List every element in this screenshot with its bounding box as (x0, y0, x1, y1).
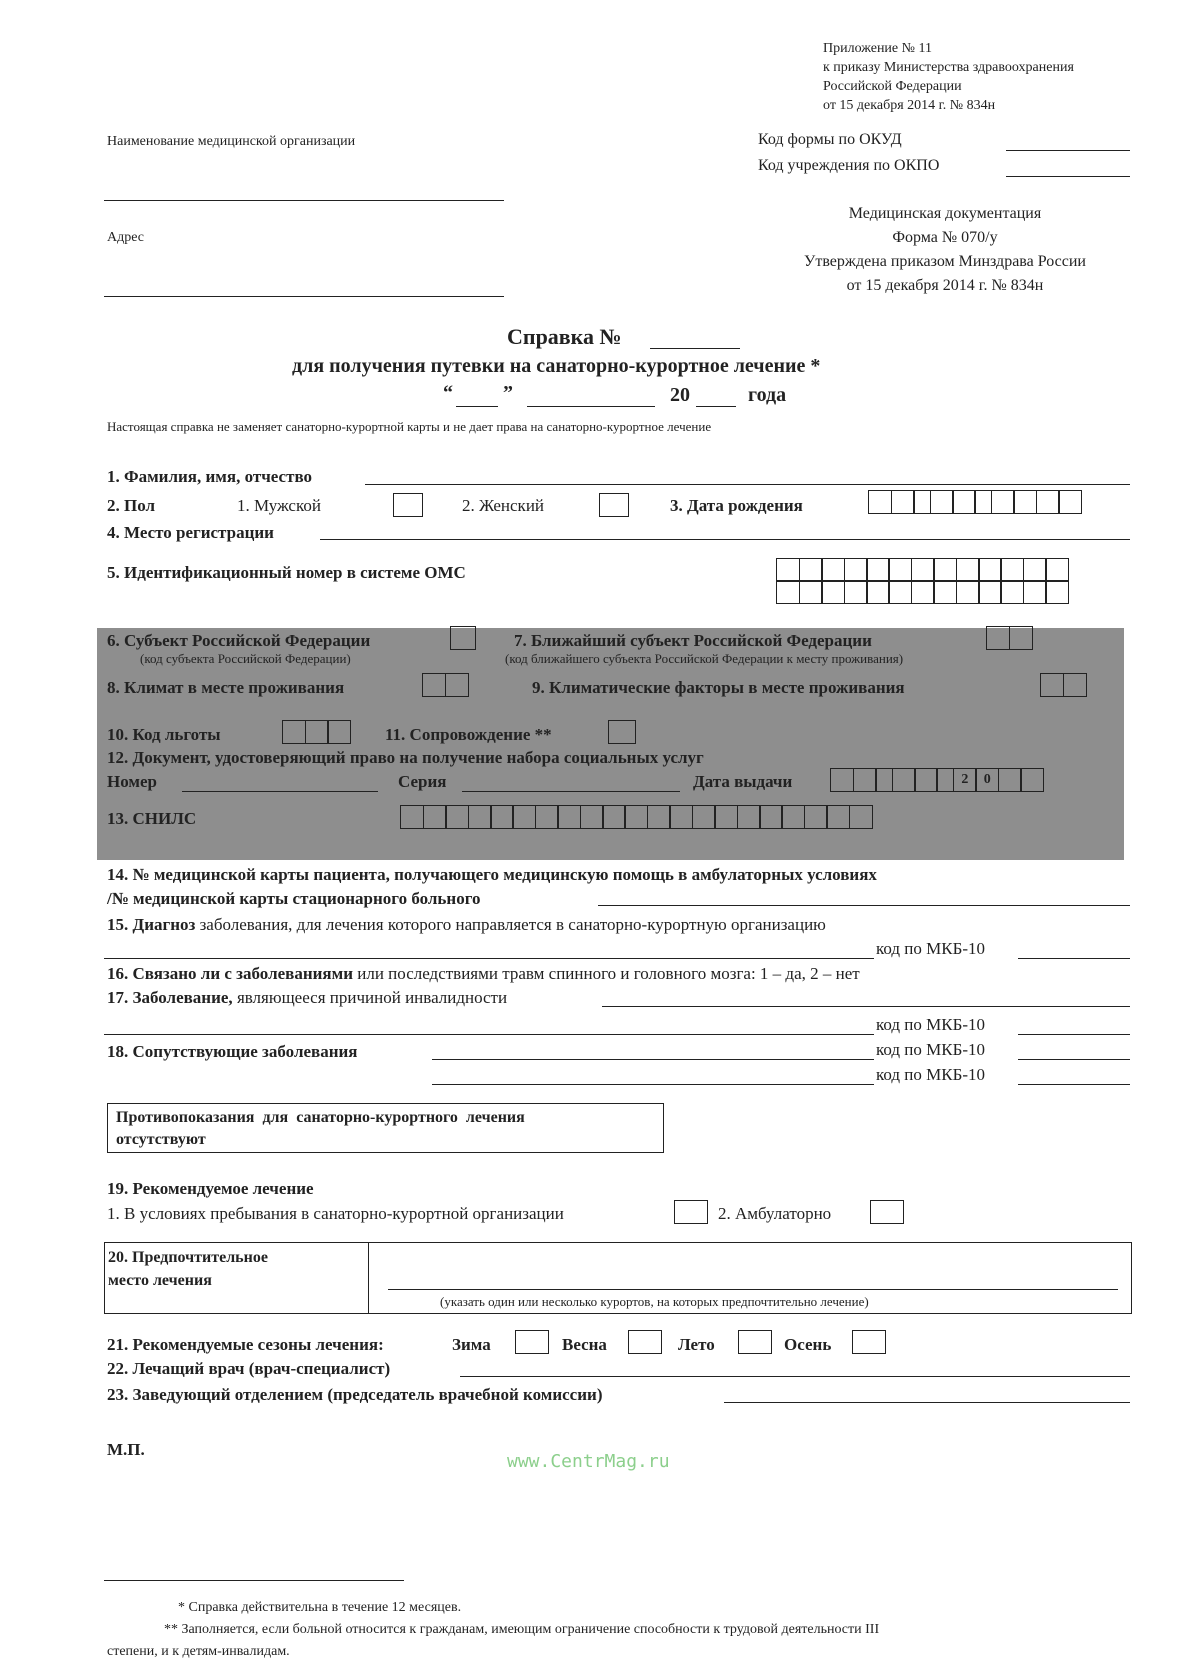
title-line-2: для получения путевки на санаторно-курортное лечение * (292, 355, 821, 377)
field-23-label: 23. Заведующий отделением (председатель врачебной комиссии) (107, 1385, 603, 1404)
field-18-mkb-label-2: код по МКБ-10 (876, 1065, 986, 1084)
appendix-line-2: к приказу Министерства здравоохранения (823, 60, 1074, 75)
contraindications-line-1: Противопоказания для санаторно-курортного лечения (116, 1109, 525, 1126)
diagnosis-field[interactable] (104, 958, 874, 959)
preferred-place-field[interactable] (388, 1289, 1118, 1290)
field-8-label: 8. Климат в месте проживания (107, 678, 345, 697)
gender-male-label: 1. Мужской (237, 496, 321, 515)
subject-code-box[interactable] (452, 626, 476, 650)
disability-mkb-field[interactable] (1018, 1034, 1130, 1035)
field-12-date-label: Дата выдачи (693, 772, 793, 791)
field-17-mkb-label: код по МКБ-10 (876, 1015, 986, 1034)
field-13-label: 13. СНИЛС (107, 809, 197, 828)
field-6-sublabel: (код субъекта Российской Федерации) (140, 651, 351, 666)
address-label: Адрес (107, 230, 145, 245)
field-19-label: 19. Рекомендуемое лечение (107, 1179, 314, 1198)
field-6-label: 6. Субъект Российской Федерации (107, 631, 371, 650)
department-head-field[interactable] (724, 1402, 1130, 1403)
comorbidity-mkb-field-2[interactable] (1018, 1084, 1130, 1085)
field-16-label (107, 965, 860, 982)
field-21-label: 21. Рекомендуемые сезоны лечения: (107, 1335, 384, 1354)
attending-doctor-field[interactable] (460, 1376, 1130, 1377)
field-16-label-rest: или последствиями травм спинного и головного мозга: 1 – да, 2 – нет (353, 964, 860, 983)
season-spring-label: Весна (562, 1335, 607, 1354)
footnote-divider (104, 1580, 404, 1581)
benefit-code-boxes[interactable] (284, 720, 351, 744)
issue-date-boxes[interactable] (832, 768, 1044, 792)
footnote-1: * Справка действительна в течение 12 месяцев. (178, 1600, 462, 1615)
certificate-number-field[interactable] (650, 348, 740, 349)
medical-card-field[interactable] (598, 905, 1130, 906)
treatment-option-2-label: 2. Амбулаторно (718, 1204, 832, 1223)
appendix-line-4: от 15 декабря 2014 г. № 834н (823, 98, 996, 113)
season-summer-checkbox[interactable] (738, 1330, 772, 1354)
comorbidity-field-1[interactable] (432, 1059, 874, 1060)
footnote-2-line-2: степени, и к детям-инвалидам. (107, 1644, 290, 1659)
document-series-field[interactable] (462, 791, 680, 792)
date-day-field[interactable] (456, 406, 498, 407)
field-17-label-rest: являющееся причиной инвалидности (232, 988, 508, 1007)
field-20-hint: (указать один или несколько курортов, на которых предпочтительно лечение) (440, 1294, 869, 1309)
title-line-1: Справка № (507, 324, 622, 349)
field-14-label-line-2: /№ медицинской карты стационарного больного (107, 889, 481, 908)
year-prefix: 20 (670, 384, 690, 406)
field-12-label: 12. Документ, удостоверяющий право на получение набора социальных услуг (107, 748, 704, 767)
field-2-label: 2. Пол (107, 496, 156, 515)
season-autumn-label: Осень (784, 1335, 832, 1354)
gender-female-checkbox[interactable] (599, 493, 629, 517)
season-winter-checkbox[interactable] (515, 1330, 549, 1354)
treatment-option-2-checkbox[interactable] (870, 1200, 904, 1224)
issue-date-digit-0: 0 (983, 772, 991, 787)
contraindications-line-2: отсутствуют (116, 1131, 206, 1148)
nearest-subject-code-boxes[interactable] (988, 626, 1033, 650)
field-20-label-line-1: 20. Предпочтительное (108, 1249, 268, 1266)
climate-boxes[interactable] (424, 673, 469, 697)
full-name-field[interactable] (365, 484, 1130, 485)
okpo-label: Код учреждения по ОКПО (758, 157, 940, 174)
comorbidity-mkb-field-1[interactable] (1018, 1059, 1130, 1060)
doc-line-3: Утверждена приказом Минздрава России (804, 253, 1086, 270)
address-field[interactable] (104, 296, 504, 297)
field-15-label-bold: 15. Диагноз (107, 915, 196, 934)
appendix-line-3: Российской Федерации (823, 79, 962, 94)
field-12-series-label: Серия (398, 772, 447, 791)
field-5-label: 5. Идентификационный номер в системе ОМС (107, 563, 466, 582)
season-autumn-checkbox[interactable] (852, 1330, 886, 1354)
preferred-place-divider (368, 1242, 369, 1314)
field-3-label: 3. Дата рождения (670, 496, 803, 515)
disability-disease-field[interactable] (602, 1006, 1130, 1007)
snils-boxes[interactable] (402, 805, 873, 829)
field-15-label (107, 916, 826, 933)
field-12-number-label: Номер (107, 772, 157, 791)
document-number-field[interactable] (182, 791, 378, 792)
watermark: www.CentrMag.ru (507, 1451, 670, 1472)
treatment-option-1-label: 1. В условиях пребывания в санаторно-курортной организации (107, 1204, 564, 1223)
field-20-label-line-2: место лечения (108, 1272, 212, 1289)
field-9-label: 9. Климатические факторы в месте проживания (532, 678, 905, 697)
date-month-field[interactable] (527, 406, 655, 407)
escort-box[interactable] (610, 720, 636, 744)
climate-factors-boxes[interactable] (1042, 673, 1087, 697)
birth-date-boxes[interactable] (870, 490, 1082, 514)
okud-field[interactable] (1006, 150, 1130, 151)
appendix-line-1: Приложение № 11 (823, 41, 932, 56)
okpo-field[interactable] (1006, 176, 1130, 177)
field-14-label-line-1: 14. № медицинской карты пациента, получающего медицинскую помощь в амбулаторных условиях (107, 865, 877, 884)
gender-male-checkbox[interactable] (393, 493, 423, 517)
stamp-label: М.П. (107, 1440, 145, 1459)
date-year-field[interactable] (696, 406, 736, 407)
open-quote: “ (443, 382, 453, 404)
org-name-field[interactable] (104, 200, 504, 201)
field-7-label: 7. Ближайший субъект Российской Федерации (514, 631, 872, 650)
oms-number-boxes-row-2[interactable] (778, 580, 1069, 604)
field-16-label-bold: 16. Связано ли с заболеваниями (107, 964, 353, 983)
season-winter-label: Зима (452, 1335, 491, 1354)
treatment-option-1-checkbox[interactable] (674, 1200, 708, 1224)
field-1-label: 1. Фамилия, имя, отчество (107, 467, 313, 486)
disability-disease-field-2[interactable] (104, 1034, 874, 1035)
doc-line-4: от 15 декабря 2014 г. № 834н (846, 277, 1044, 294)
org-name-label: Наименование медицинской организации (107, 134, 356, 149)
year-word: года (748, 384, 787, 406)
registration-place-field[interactable] (320, 539, 1130, 540)
okud-label: Код формы по ОКУД (758, 131, 902, 148)
diagnosis-mkb-field[interactable] (1018, 958, 1130, 959)
doc-line-1: Медицинская документация (848, 205, 1042, 222)
field-15-mkb-label: код по МКБ-10 (876, 939, 986, 958)
season-summer-label: Лето (678, 1335, 715, 1354)
issue-date-digit-2: 2 (961, 772, 969, 787)
footnote-2-line-1: ** Заполняется, если больной относится к гражданам, имеющим ограничение способности к трудовой деятельности III (164, 1622, 880, 1637)
comorbidity-field-2[interactable] (432, 1084, 874, 1085)
field-18-label: 18. Сопутствующие заболевания (107, 1042, 358, 1061)
field-10-label: 10. Код льготы (107, 725, 221, 744)
season-spring-checkbox[interactable] (628, 1330, 662, 1354)
field-17-label (107, 989, 507, 1006)
field-22-label: 22. Лечащий врач (врач-специалист) (107, 1359, 391, 1378)
field-17-label-bold: 17. Заболевание, (107, 988, 233, 1007)
doc-line-2: Форма № 070/у (892, 229, 998, 246)
field-7-sublabel: (код ближайшего субъекта Российской Федерации к месту проживания) (505, 651, 904, 666)
title-note: Настоящая справка не заменяет санаторно-курортной карты и не дает права на санаторно-курортное лечение (107, 419, 712, 434)
field-18-mkb-label-1: код по МКБ-10 (876, 1040, 986, 1059)
close-quote: ” (503, 382, 513, 404)
field-4-label: 4. Место регистрации (107, 523, 274, 542)
field-15-label-rest: заболевания, для лечения которого направляется в санаторно-курортную организацию (195, 915, 826, 934)
gender-female-label: 2. Женский (462, 496, 545, 515)
field-11-label: 11. Сопровождение ** (385, 725, 552, 744)
oms-number-boxes-row-1[interactable] (778, 558, 1069, 582)
